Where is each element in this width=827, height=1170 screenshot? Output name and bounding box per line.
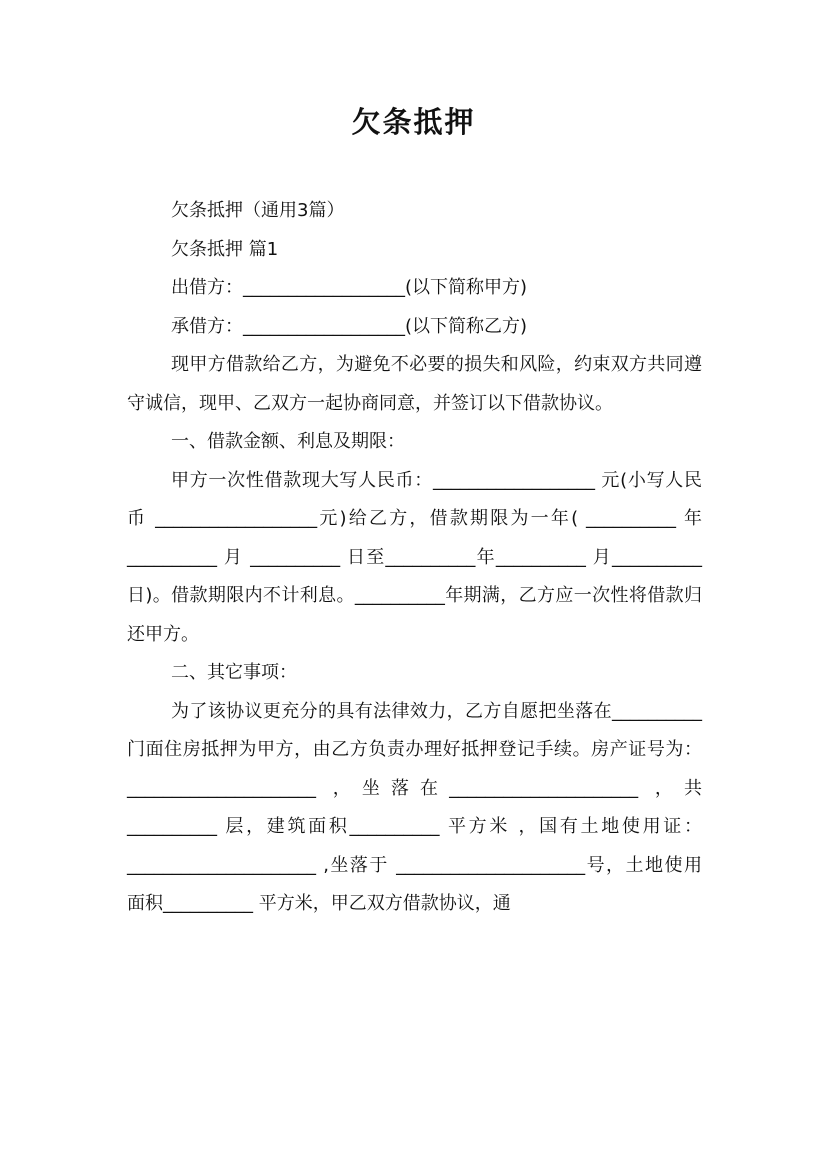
section-heading: 欠条抵押 篇1 — [171, 238, 279, 260]
loan-terms-paragraph: 甲方一次性借款现大写人民币：__________________ 元(小写人民币 __________________元)给乙方，借款期限为一年( __________ 年 __________ 月 __________ 日至__________年__________ 月__________ 日)。借款期限内不计利息。__________年期满，乙方应一次性将借款归还甲方。 — [127, 469, 702, 645]
lender-line: 出借方：__________________(以下简称甲方) — [171, 277, 528, 298]
borrower-line: 承借方：__________________(以下简称乙方) — [171, 315, 528, 337]
document-title: 欠条抵押 — [351, 105, 476, 139]
mortgage-paragraph: 为了该协议更充分的具有法律效力，乙方自愿把坐落在__________门面住房抵押为甲方，由乙方负责办理好抵押登记手续。房产证号为：_____________________ ，坐落在_____________________ ，共__________ 层，建筑面积__________ 平方米 ，国有土地使用证：_____________________ ,坐落于 _____________________号，土地使用面积__________ 平方米，甲乙双方借款协议，通 — [127, 700, 702, 914]
clause-heading-1: 一、借款金额、利息及期限： — [171, 431, 405, 452]
document-body — [127, 192, 702, 924]
clause-heading-2: 二、其它事项： — [171, 662, 297, 683]
document-subtitle: 欠条抵押（通用3篇） — [171, 200, 345, 221]
intro-paragraph: 现甲方借款给乙方，为避免不必要的损失和风险，约束双方共同遵守诚信，现甲、乙双方一起协商同意，并签订以下借款协议。 — [127, 354, 702, 414]
